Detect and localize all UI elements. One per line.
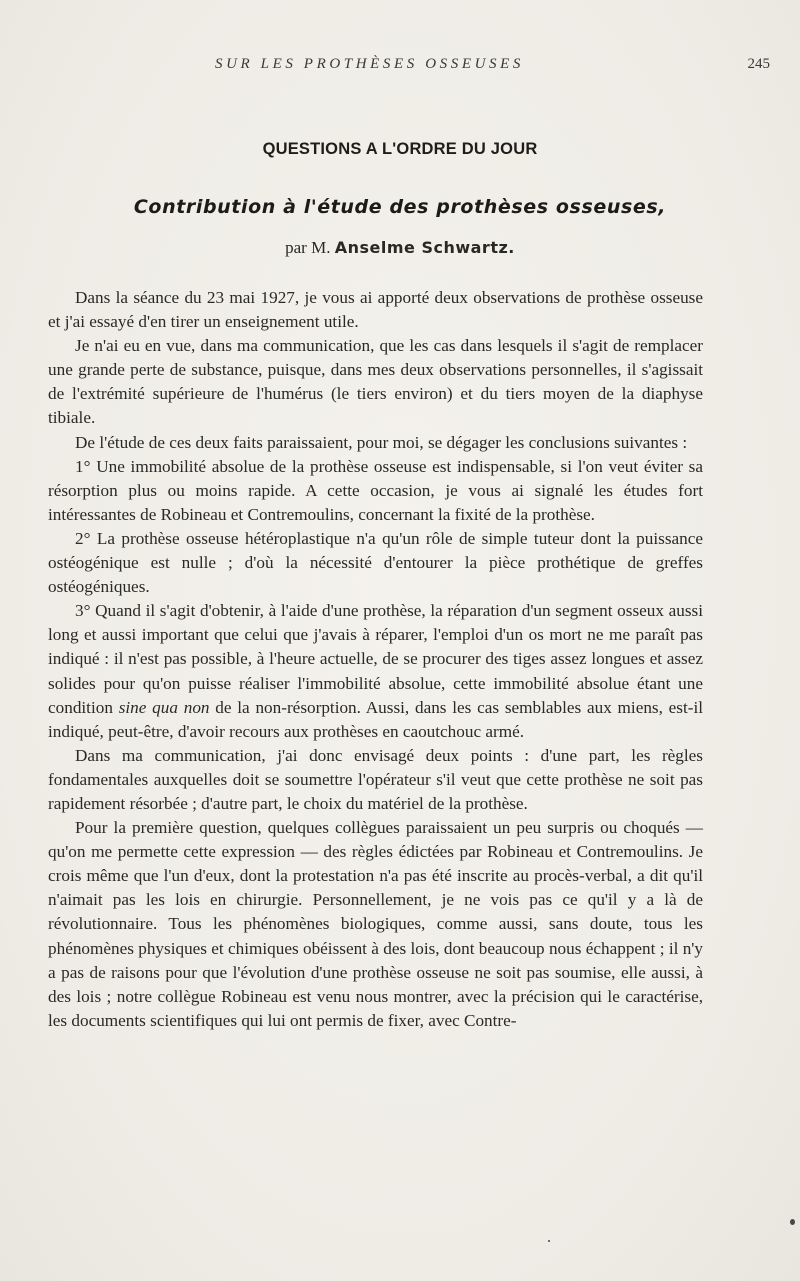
paragraph-1: Dans la séance du 23 mai 1927, je vous ai apporté deux observations de prothèse osseuse et j'ai essayé d'en tirer un enseignement utile.	[48, 288, 703, 332]
running-title: SUR LES PROTHÈSES OSSEUSES	[215, 56, 524, 72]
paragraph-7: Dans ma communication, j'ai donc envisagé deux points : d'une part, les règles fondamentales auxquelles doit se soumettre l'opérateur s'il veut que cette prothèse ne soit pas rapidement résorbée ; d'autre part, le choix du matériel de la prothèse.	[48, 745, 703, 813]
paragraph-6-text-b: de la non-résorption. Aussi, dans les cas semblables aux miens, est-il indiqué, peut-être, d'avoir recours aux prothèses en caoutchouc armé.	[48, 697, 704, 741]
paragraph-8: Pour la première question, quelques collègues paraissaient un peu surpris ou choqués — qu'on me permette cette expression — des règles édictées par Robineau et Contremoulins. Je crois même que l'un d'eux, dont la protestation n'a pas été inscrite au procès-verbal, a dit qu'il n'aimait pas les lois en chirurgie. Personnellement, je ne vois pas ce qu'il y a là de révolutionnaire. Tous les phénomènes biologiques, comme aussi, sans doute, tous les phénomènes physiques et chimiques obéissent à des lois, dont beaucoup nous échappent ; il n'y a pas de raisons pour que l'évolution d'une prothèse osseuse ne soit pas soumise, elle aussi, à des lois ; notre collègue Robineau est venu nous montrer, avec la précision qui le caractérise, les documents scientifiques qui lui ont permis de fixer, avec Contre-	[48, 818, 703, 1030]
paragraph-2: Je n'ai eu en vue, dans ma communication, que les cas dans lesquels il s'agit de remplacer une grande perte de substance, puisque, dans mes deux observations personnelles, il s'agissait de l'extrémité supérieure de l'humérus (le tiers environ) et du tiers moyen de la diaphyse tibiale.	[48, 336, 703, 428]
paragraph-4: 1° Une immobilité absolue de la prothèse osseuse est indispensable, si l'on veut éviter sa résorption plus ou moins rapide. A cette occasion, je vous ai signalé les études fort intéressantes de Robineau et Contremoulins, concernant la fixité de la prothèse.	[48, 456, 703, 524]
byline	[0, 238, 800, 258]
print-speck	[548, 1240, 550, 1242]
running-head	[0, 56, 800, 80]
print-speck	[790, 1219, 795, 1225]
page-number: 245	[747, 56, 770, 72]
latin-phrase: sine qua non	[118, 697, 210, 717]
author-name: Anselme Schwartz.	[334, 238, 515, 257]
paragraph-6-text-a: 3° Quand il s'agit d'obtenir, à l'aide d'une prothèse, la réparation d'un segment osseux aussi long et aussi important que celui que j'avais à réparer, l'emploi d'un os mort ne me paraît pas indiqué : il n'est pas possible, à l'heure actuelle, de se procurer des tiges assez longues et assez solides pour qu'on puisse réaliser l'immobilité absolue, cette immobilité absolue étant une condition	[48, 601, 703, 717]
byline-prefix: par M.	[285, 238, 331, 257]
paragraph-5: 2° La prothèse osseuse hétéroplastique n'a qu'un rôle de simple tuteur dont la puissance ostéogénique est nulle ; d'où la nécessité d'entourer la pièce prothétique de greffes ostéogéniques.	[48, 528, 703, 597]
paragraph-3: De l'étude de ces deux faits paraissaient, pour moi, se dégager les conclusions suivantes :	[75, 432, 688, 452]
article-title: Contribution à l'étude des prothèses osseuses,	[133, 196, 667, 218]
article-body	[48, 286, 703, 1033]
section-heading: QUESTIONS A L'ORDRE DU JOUR	[262, 140, 538, 158]
paragraph-6	[48, 599, 703, 744]
